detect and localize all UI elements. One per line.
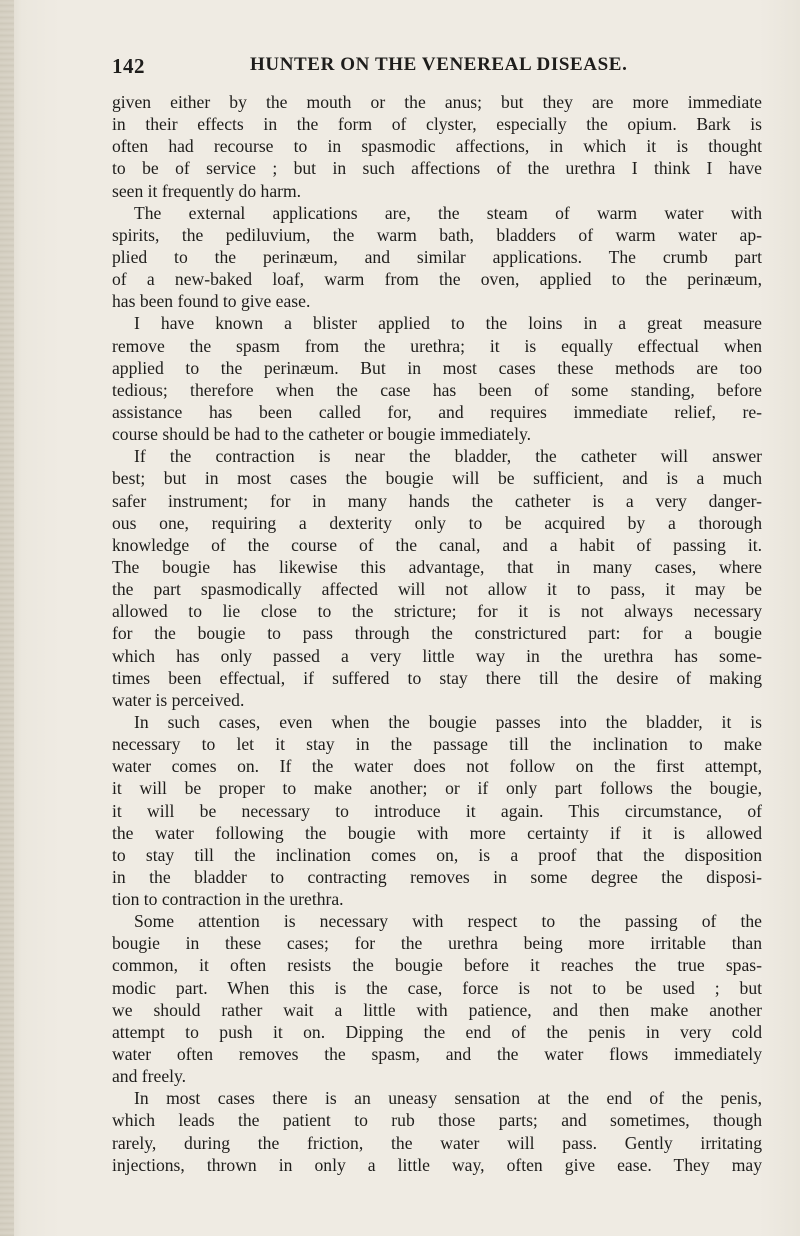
text-line: to stay till the inclination comes on, is a proof that the disposition	[112, 844, 762, 865]
text-line: which leads the patient to rub those parts; and sometimes, though	[112, 1110, 762, 1131]
running-head	[112, 54, 762, 80]
text-line: the water following the bougie with more certainty if it is allowed	[112, 822, 762, 843]
text-line: applied to the perinæum. But in most cases these methods are too	[112, 357, 762, 378]
text-line: common, it often resists the bougie before it reaches the true spas-	[112, 955, 762, 976]
text-line: assistance has been called for, and requires immediate relief, re-	[112, 401, 762, 422]
text-line: The bougie has likewise this advantage, that in many cases, where	[112, 556, 762, 577]
text-line: bougie in these cases; for the urethra being more irritable than	[112, 933, 762, 954]
text-line: it will be necessary to introduce it again. This circumstance, of	[112, 800, 762, 821]
text-line: water comes on. If the water does not follow on the first attempt,	[112, 756, 762, 777]
running-title: HUNTER ON THE VENEREAL DISEASE.	[250, 54, 628, 75]
text-line: knowledge of the course of the canal, and a habit of passing it.	[112, 534, 762, 555]
text-line: Some attention is necessary with respect to the passing of the	[134, 911, 762, 932]
text-line: of a new-baked loaf, warm from the oven, applied to the perinæum,	[112, 269, 762, 290]
text-line: rarely, during the friction, the water will pass. Gently irritating	[112, 1132, 762, 1153]
text-line: to be of service ; but in such affections of the urethra I think I have	[112, 158, 762, 179]
text-line: which has only passed a very little way in the urethra has some-	[112, 645, 762, 666]
text-line: has been found to give ease.	[112, 291, 311, 312]
text-line: I have known a blister applied to the loins in a great measure	[134, 313, 762, 334]
text-line: in the bladder to contracting removes in some degree the disposi-	[112, 866, 762, 887]
text-line: water is perceived.	[112, 689, 245, 710]
text-line: water often removes the spasm, and the water flows immediately	[112, 1044, 762, 1065]
text-line: spirits, the pediluvium, the warm bath, bladders of warm water ap-	[112, 224, 762, 245]
text-line: necessary to let it stay in the passage till the inclination to make	[112, 734, 762, 755]
text-line: modic part. When this is the case, force is not to be used ; but	[112, 977, 762, 998]
text-line: in their effects in the form of clyster, especially the opium. Bark is	[112, 114, 762, 135]
text-line: seen it frequently do harm.	[112, 180, 302, 201]
text-line: and freely.	[112, 1066, 187, 1087]
text-line: injections, thrown in only a little way, often give ease. They may	[112, 1154, 762, 1175]
text-line: course should be had to the catheter or bougie immediately.	[112, 424, 532, 445]
text-line: ous one, requiring a dexterity only to be acquired by a thorough	[112, 512, 762, 533]
text-line: allowed to lie close to the stricture; for it is not always necessary	[112, 601, 762, 622]
text-line: safer instrument; for in many hands the catheter is a very danger-	[112, 490, 762, 511]
text-line: it will be proper to make another; or if only part follows the bougie,	[112, 778, 762, 799]
page-number: 142	[112, 54, 145, 78]
text-line: attempt to push it on. Dipping the end of the penis in very cold	[112, 1021, 762, 1042]
text-line: The external applications are, the steam of warm water with	[134, 202, 762, 223]
text-line: In such cases, even when the bougie passes into the bladder, it is	[134, 711, 762, 732]
text-line: remove the spasm from the urethra; it is equally effectual when	[112, 335, 762, 356]
text-line: In most cases there is an uneasy sensation at the end of the penis,	[134, 1088, 762, 1109]
body-text	[112, 91, 762, 1176]
text-line: best; but in most cases the bougie will be sufficient, and is a much	[112, 468, 762, 489]
binding-edge	[0, 0, 14, 1236]
text-line: given either by the mouth or the anus; but they are more immediate	[112, 92, 762, 112]
text-line: tedious; therefore when the case has been of some standing, before	[112, 379, 762, 400]
text-line: times been effectual, if suffered to stay there till the desire of making	[112, 667, 762, 688]
text-line: If the contraction is near the bladder, the catheter will answer	[134, 446, 762, 467]
text-line: for the bougie to pass through the constrictured part: for a bougie	[112, 623, 762, 644]
text-line: often had recourse to in spasmodic affections, in which it is thought	[112, 136, 762, 157]
text-line: plied to the perinæum, and similar applications. The crumb part	[112, 246, 762, 267]
text-line: we should rather wait a little with patience, and then make another	[112, 999, 762, 1020]
text-line: the part spasmodically affected will not allow it to pass, it may be	[112, 579, 762, 600]
text-line: tion to contraction in the urethra.	[112, 889, 344, 910]
